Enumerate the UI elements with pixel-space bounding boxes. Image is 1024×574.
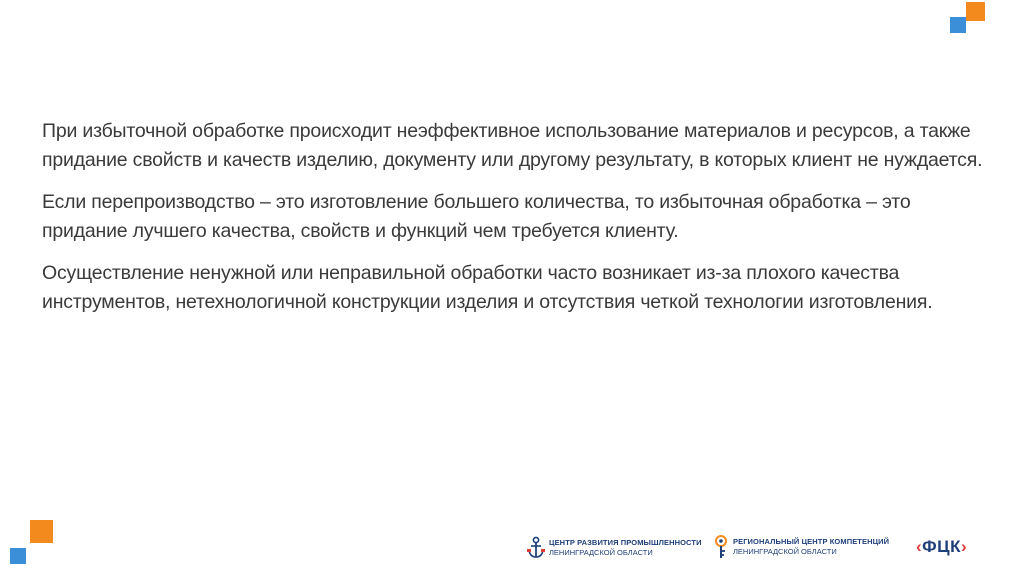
key-icon xyxy=(712,534,730,560)
corner-square-blue-top xyxy=(950,17,966,33)
logo-rck-title: РЕГИОНАЛЬНЫЙ ЦЕНТР КОМПЕТЕНЦИЙ xyxy=(733,537,890,546)
corner-square-orange-bottom xyxy=(30,520,53,543)
anchor-icon xyxy=(526,536,546,560)
logo-regional-competence-center xyxy=(712,534,889,560)
corner-square-orange-top xyxy=(966,2,985,21)
corner-square-blue-bottom xyxy=(10,548,26,564)
paragraph-2: Если перепроизводство – это изготовление большего количества, то избыточная обработка – это придание лучшего качества, свойств и функций чем требуется клиенту. xyxy=(42,191,911,242)
logo-crp-subtitle: ЛЕНИНГРАДСКОЙ ОБЛАСТИ xyxy=(549,548,653,557)
paragraph-1: При избыточной обработке происходит неэффективное использование материалов и ресурсов, а также придание свойств и качеств изделию, документу или другому результату, в которых клиент не нуждается. xyxy=(42,120,983,171)
paragraph-3: Осуществление ненужной или неправильной обработки часто возникает из-за плохого качества инструментов, нетехнологичной конструкции изделия и отсутствия четкой технологии изготовления. xyxy=(42,262,933,313)
logo-fck xyxy=(916,537,967,557)
logo-crp-title: ЦЕНТР РАЗВИТИЯ ПРОМЫШЛЕННОСТИ xyxy=(549,538,702,547)
slide-body xyxy=(42,117,992,330)
logo-fck-label: ФЦК xyxy=(922,537,961,556)
logo-fck-bracket-left: ‹ xyxy=(916,537,923,556)
logo-industry-development-center xyxy=(526,536,702,560)
logo-fck-bracket-right: › xyxy=(960,537,968,556)
logo-fck-wordmark xyxy=(916,537,967,557)
logo-rck-subtitle: ЛЕНИНГРАДСКОЙ ОБЛАСТИ xyxy=(733,547,837,556)
